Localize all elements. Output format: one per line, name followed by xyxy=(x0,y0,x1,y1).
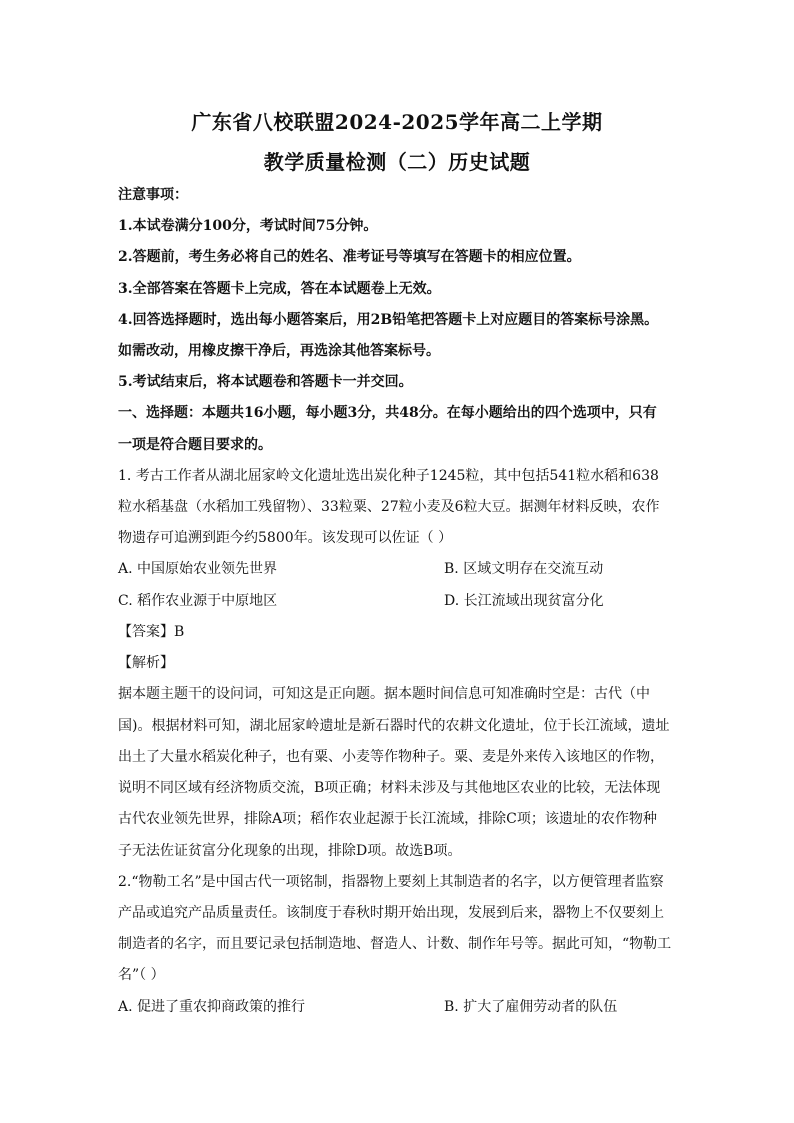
section-heading: 一项是符合题目要求的。 xyxy=(118,437,272,453)
q2-stem: 2.“物勒工名”是中国古代一项铭制，指器物上要刻上其制造者的名字，以方便管理者监察 xyxy=(118,874,664,890)
q1-stem: 粒水稻基盘（水稻加工残留物）、33粒粟、27粒小麦及6粒大豆。据测年材料反映，农作 xyxy=(118,499,660,515)
exam-title-line1: 广东省八校联盟2024-2025学年高二上学期 xyxy=(191,110,603,134)
q1-option-c: C. 稻作农业源于中原地区 xyxy=(118,593,278,609)
notice-heading: 注意事项： xyxy=(118,187,188,203)
q1-analysis: 国)。根据材料可知，湖北屈家岭遗址是新石器时代的农耕文化遗址，位于长江流域，遗址 xyxy=(118,718,670,734)
notice-item: 5.考试结束后，将本试题卷和答题卡一并交回。 xyxy=(118,374,413,390)
q2-stem: 名”（ ） xyxy=(118,967,165,983)
q1-stem: 物遗存可追溯到距今约5800年。该发现可以佐证（ ） xyxy=(118,530,453,546)
notice-item: 1.本试卷满分100分，考试时间75分钟。 xyxy=(118,218,378,234)
q1-answer: 【答案】B xyxy=(118,624,185,640)
notice-item: 4.回答选择题时，选出每小题答案后，用2B铅笔把答题卡上对应题目的答案标号涂黑。 xyxy=(118,312,659,328)
section-heading: 一、选择题：本题共16小题，每小题3分，共48分。在每小题给出的四个选项中，只有 xyxy=(118,405,657,421)
q2-stem: 制造者的名字，而且要记录包括制造地、督造人、计数、制作年号等。据此可知，“物勒工 xyxy=(118,936,672,952)
q1-stem: 1. 考古工作者从湖北屈家岭文化遗址选出炭化种子1245粒，其中包括541粒水稻和638 xyxy=(118,468,659,484)
q2-stem: 产品或追究产品质量责任。该制度于春秋时期开始出现，发展到后来，器物上不仅要刻上 xyxy=(118,905,664,921)
q1-option-b: B. 区域文明存在交流互动 xyxy=(444,561,604,577)
q1-analysis: 说明不同区域有经济物质交流，B项正确；材料未涉及与其他地区农业的比较，无法体现 xyxy=(118,780,661,796)
q1-option-a: A. 中国原始农业领先世界 xyxy=(118,561,278,577)
q2-option-b: B. 扩大了雇佣劳动者的队伍 xyxy=(444,999,618,1015)
q1-analysis: 古代农业领先世界，排除A项；稻作农业起源于长江流域，排除C项；该遗址的农作物种 xyxy=(118,811,657,827)
notice-item: 2.答题前，考生务必将自己的姓名、准考证号等填写在答题卡的相应位置。 xyxy=(118,249,581,265)
notice-item: 如需改动，用橡皮擦干净后，再选涂其他答案标号。 xyxy=(118,343,440,359)
q2-option-a: A. 促进了重农抑商政策的推行 xyxy=(118,999,306,1015)
q1-analysis: 据本题主题干的设问词，可知这是正向题。据本题时间信息可知准确时空是：古代（中 xyxy=(118,686,650,702)
notice-item: 3.全部答案在答题卡上完成，答在本试题卷上无效。 xyxy=(118,281,441,297)
q1-analysis: 子无法佐证贫富分化现象的出现，排除D项。故选B项。 xyxy=(118,843,462,859)
q1-analysis: 出土了大量水稻炭化种子，也有粟、小麦等作物种子。粟、麦是外来传入该地区的作物， xyxy=(118,749,664,765)
exam-title-line2: 教学质量检测（二）历史试题 xyxy=(263,150,531,174)
q1-analysis-heading: 【解析】 xyxy=(118,655,174,671)
q1-option-d: D. 长江流域出现贫富分化 xyxy=(444,593,604,609)
